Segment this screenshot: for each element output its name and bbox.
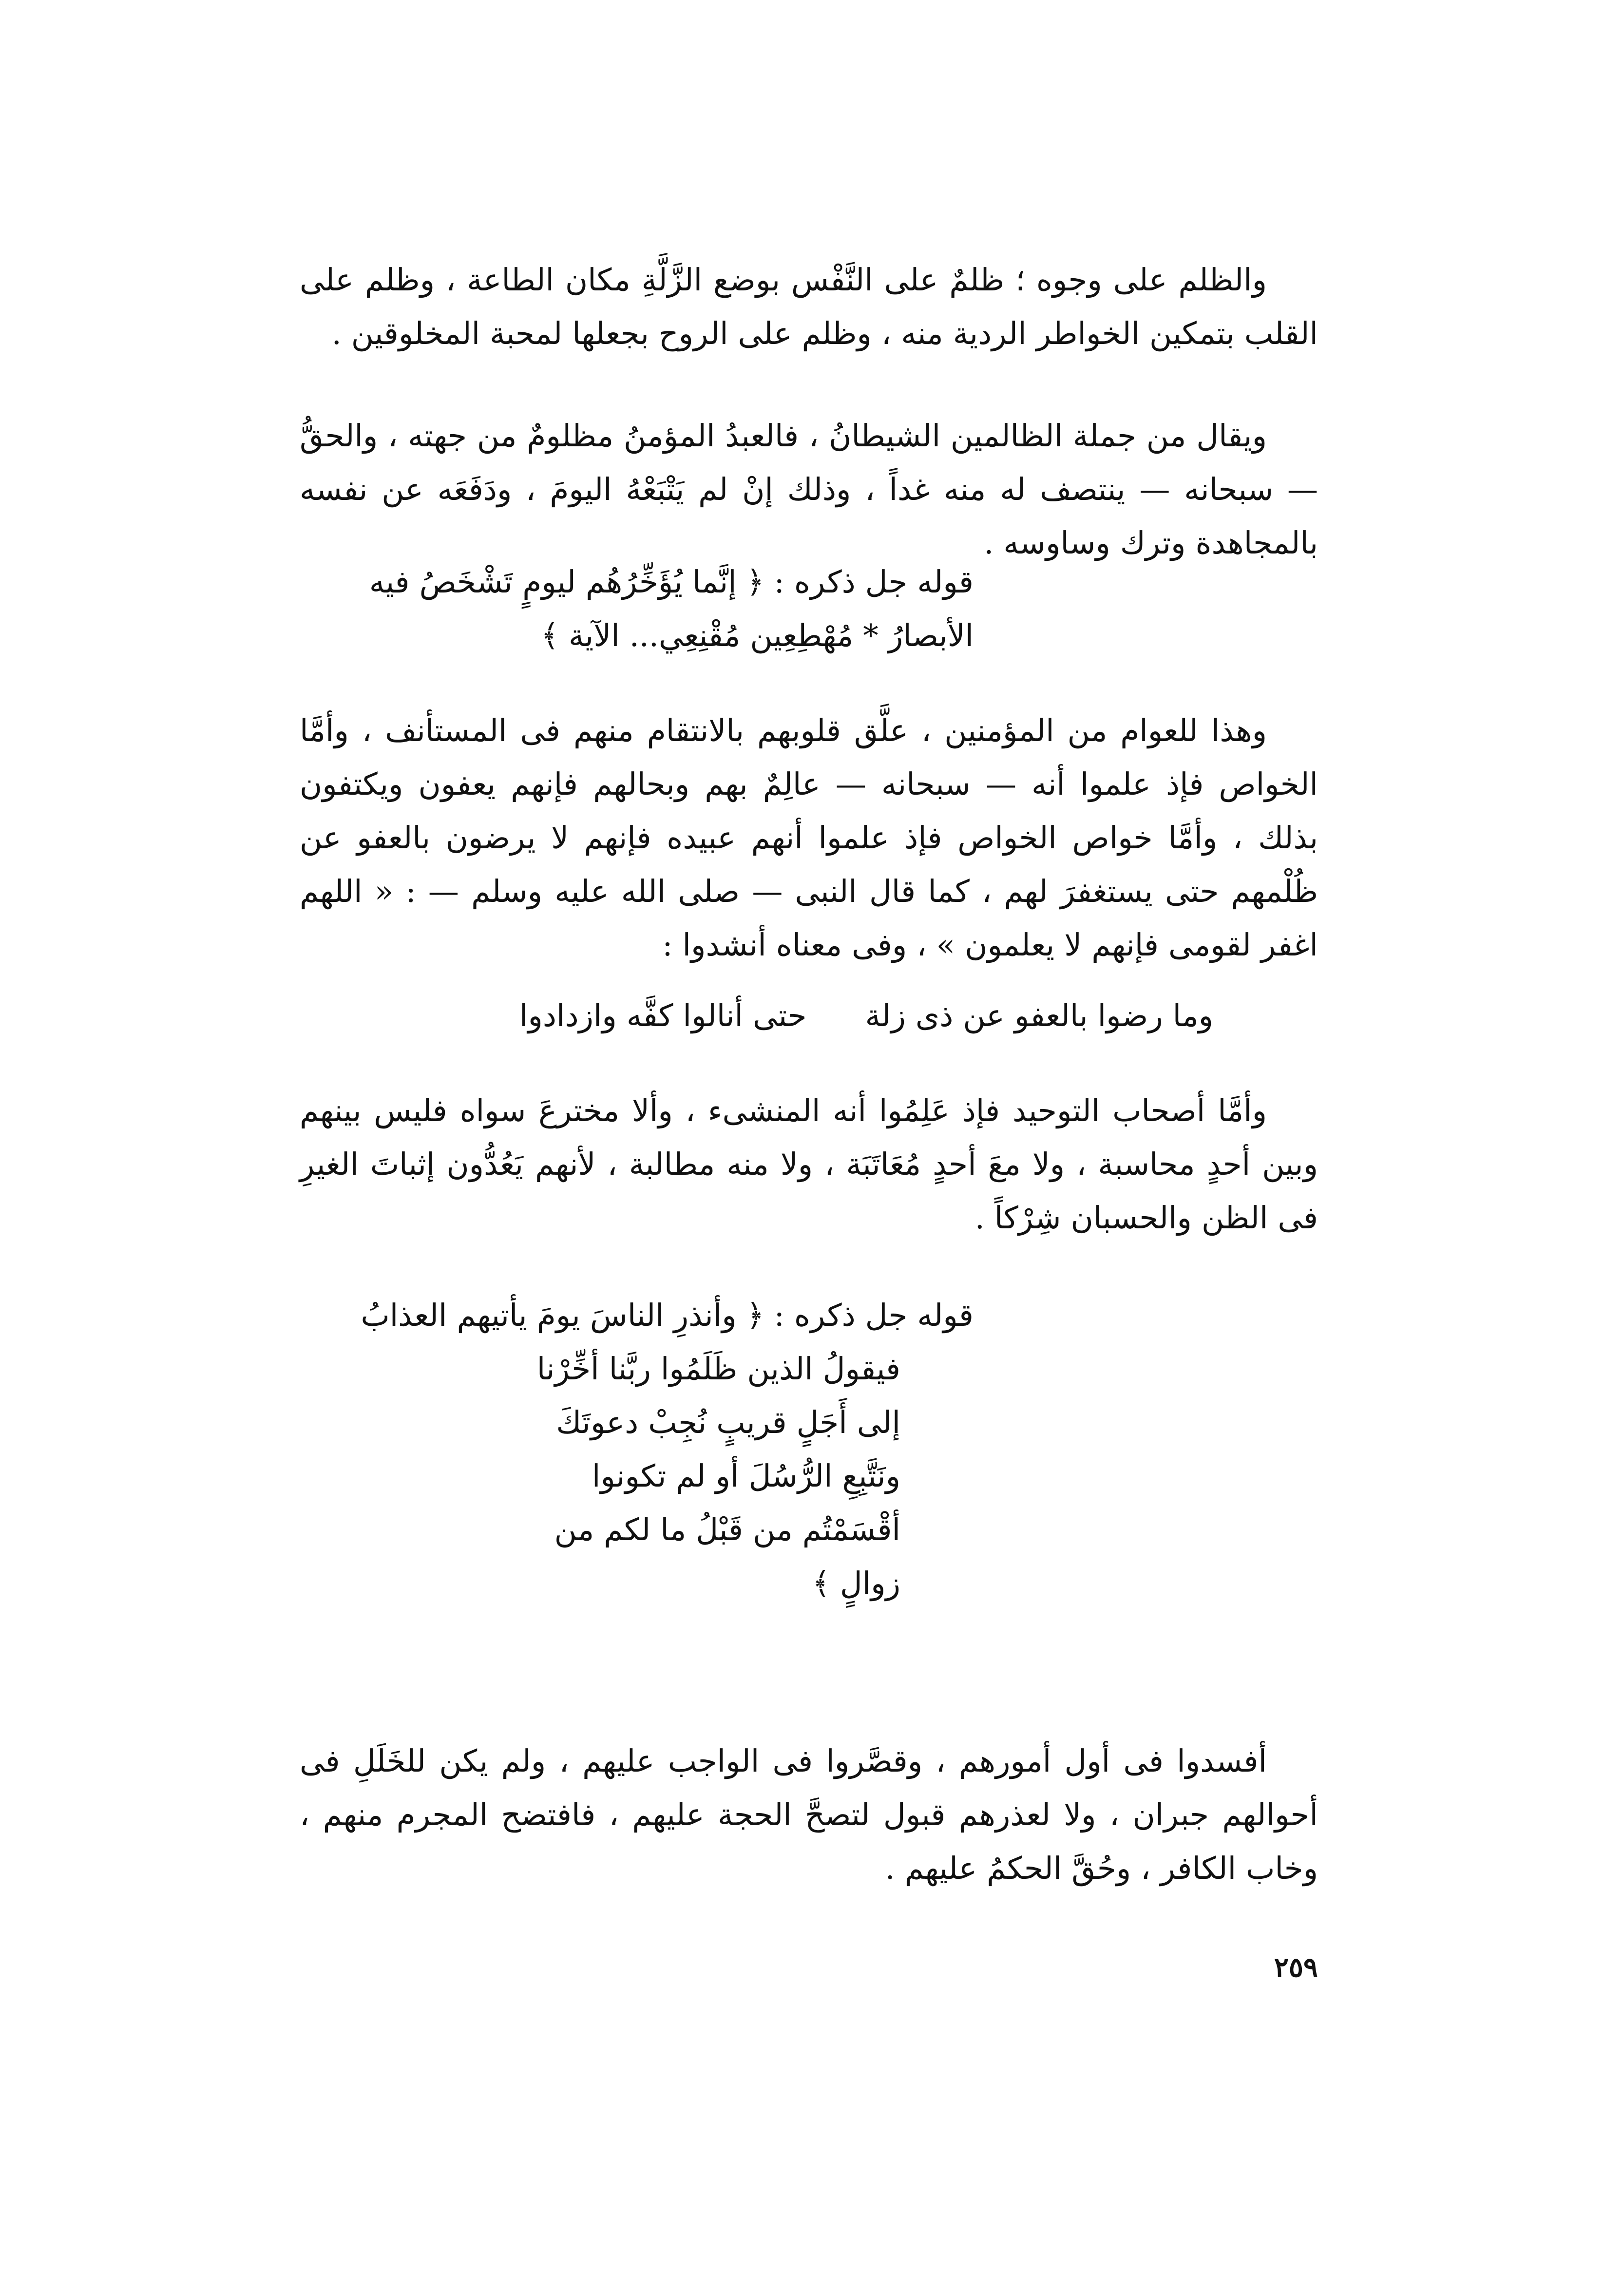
paragraph-text: ويقال من جملة الظالمين الشيطانُ ، فالعبدُ المؤمنُ مظلومٌ من جهته ، والحقُّ — سبحانه — ينتصف له منه غداً ، وذلك إنْ لم يَتْبَعْهُ اليومَ ، ودَفَعَه عن نفسه بالمجاهدة وترك وساوسه . bbox=[300, 418, 1318, 561]
paragraph-text: أفسدوا فى أول أمورهم ، وقصَّروا فى الواجب عليهم ، ولم يكن للخَلَلِ فى أحوالهم جبران ، ولا لعذرهم قبول لتصحَّ الحجة عليهم ، فافتضح المجرم منهم ، وخاب الكافر ، وحُقَّ الحكمُ عليهم . bbox=[300, 1743, 1318, 1886]
verse-line: زوالٍ ﴾ bbox=[812, 1566, 900, 1601]
verse-line: فيقولُ الذين ظَلَمُوا ربَّنا أخِّرْنا bbox=[536, 1351, 900, 1387]
paragraph-tawhid bbox=[300, 1084, 1318, 1245]
verse-line: قوله جل ذكره : ﴿ إنَّما يُؤَخِّرُهُم ليومٍ تَشْخَصُ فيه bbox=[369, 564, 974, 600]
quran-verse-1 bbox=[296, 555, 974, 663]
paragraph-text: وهذا للعوام من المؤمنين ، علَّق قلوبهم بالانتقام منهم فى المستأنف ، وأمَّا الخواص فإذ علموا أنه — سبحانه — عالِمٌ بهم وبحالهم فإنهم يعفون ويكتفون بذلك ، وأمَّا خواص الخواص فإذ علموا أنهم عبيده فإنهم لا يرضون بالعفو عن ظُلْمهم حتى يستغفرَ لهم ، كما قال النبى — صلى الله عليه وسلم — : « اللهم اغفر لقومى فإنهم لا يعلمون » ، وفى معناه أنشدوا : bbox=[300, 713, 1318, 963]
verse-line: الأبصارُ * مُهْطِعِين مُقْنِعِي... الآية ﴾ bbox=[541, 618, 974, 653]
poem-second-hemistich: حتى أنالوا كفَّه وازدادوا bbox=[519, 998, 807, 1033]
verse-line: إلى أَجَلٍ قريبٍ نُجِبْ دعوتَكَ bbox=[556, 1405, 900, 1440]
poem-line bbox=[513, 989, 1220, 1043]
paragraph-text: والظلم على وجوه ؛ ظلمٌ على النَّفْس بوضع الزَّلَّةِ مكان الطاعة ، وظلم على القلب بتمكين الخواطر الردية منه ، وظلم على الروح بجعلها لمحبة المخلوقين . bbox=[300, 262, 1318, 351]
page-number: ٢٥٩ bbox=[1274, 1951, 1318, 1984]
paragraph-satan bbox=[300, 409, 1318, 570]
verse-line: أقْسَمْتُم من قَبْلُ ما لكم من bbox=[554, 1512, 900, 1547]
verse-line: ونَتَّبِعِ الرُّسُلَ أو لم تكونوا bbox=[592, 1458, 900, 1494]
verse-line: قوله جل ذكره : ﴿ وأنذرِ الناسَ يومَ يأتيهم العذابُ bbox=[361, 1298, 974, 1333]
quran-verse-2 bbox=[296, 1289, 974, 1610]
paragraph-zulm-types bbox=[300, 253, 1318, 361]
paragraph-text: وأمَّا أصحاب التوحيد فإذ عَلِمُوا أنه المنشىء ، وألا مخترعَ سواه فليس بينهم وبين أحدٍ محاسبة ، ولا معَ أحدٍ مُعَاتَبَة ، ولا منه مطالبة ، لأنهم يَعُدُّون إثباتَ الغيرِ فى الظن والحسبان شِرْكاً . bbox=[300, 1093, 1318, 1236]
paragraph-commentary-final bbox=[300, 1735, 1318, 1895]
paragraph-commentary-awam bbox=[300, 704, 1318, 972]
poem-first-hemistich: وما رضوا بالعفو عن ذى زلة bbox=[865, 998, 1214, 1033]
